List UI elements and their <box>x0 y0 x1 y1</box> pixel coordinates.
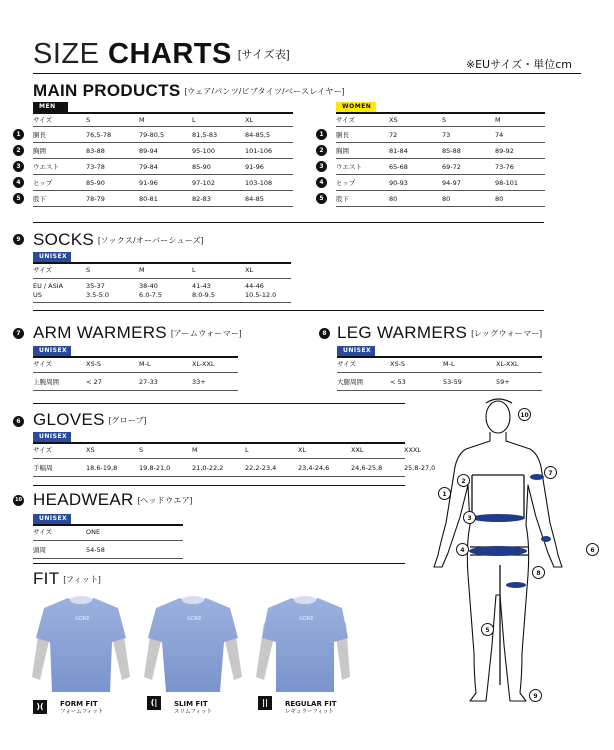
slim-fit-icon: (| <box>147 696 161 710</box>
body-marker-10: 10 <box>518 408 531 421</box>
table-cell: 22,2-23,4 <box>245 464 277 472</box>
table-header-cell: S <box>442 116 447 124</box>
table-cell: 大腿周囲 <box>337 378 363 386</box>
table-cell: 79-80,5 <box>139 131 165 139</box>
table-cell: 79-84 <box>139 163 158 171</box>
table-header-cell: M-L <box>139 360 151 368</box>
fit-shirts-illustration <box>30 592 350 697</box>
table-cell: 胸囲 <box>33 147 46 155</box>
page-title: SIZE CHARTS [サイズ表] <box>33 38 291 70</box>
body-marker-9: 9 <box>529 689 542 702</box>
table-cell: 胸囲 <box>336 147 349 155</box>
table-cell: 72 <box>389 131 398 139</box>
table-cell: 91-96 <box>139 179 158 187</box>
table-rule <box>33 126 293 127</box>
table-header-cell: XXL <box>351 446 364 454</box>
table-cell: 59+ <box>496 378 510 386</box>
table-header-cell: XS <box>86 446 95 454</box>
table-header-cell: XL <box>245 266 254 274</box>
socks-title: SOCKS [ソックス/オーバーシューズ] <box>33 230 204 249</box>
table-rule <box>33 190 293 191</box>
table-cell: ヒップ <box>33 179 53 187</box>
table-rule <box>33 278 291 279</box>
marker-6: 6 <box>13 416 24 427</box>
table-cell: 84-85,5 <box>245 131 271 139</box>
body-measurement-figure <box>420 395 610 710</box>
table-header-cell: サイズ <box>336 116 355 124</box>
table-header-cell: XS <box>389 116 398 124</box>
arm-warmers-title: ARM WARMERS [アームウォーマー] <box>33 323 242 342</box>
table-cell: 95-100 <box>192 147 216 155</box>
table-rule <box>336 142 545 143</box>
table-cell: ウエスト <box>33 163 59 171</box>
table-cell: US <box>33 291 42 299</box>
table-cell: 手幅周 <box>33 464 53 472</box>
row-marker-4: 4 <box>13 177 24 188</box>
table-header-cell: S <box>86 266 91 274</box>
table-header-cell: XS-S <box>86 360 102 368</box>
table-header-cell: XXXL <box>404 446 421 454</box>
table-rule <box>336 126 545 127</box>
leg-warmers-title: LEG WARMERS [レッグウォーマー] <box>337 323 543 342</box>
socks-unisex-tag: UNISEX <box>33 252 71 262</box>
table-cell: 18.6-19,8 <box>86 464 118 472</box>
table-header-cell: サイズ <box>33 116 52 124</box>
table-cell: 83-88 <box>86 147 105 155</box>
table-cell: 33+ <box>192 378 206 386</box>
row-marker-5: 5 <box>316 193 327 204</box>
table-cell: 78-79 <box>86 195 105 203</box>
table-cell: 3.5-5.0 <box>86 291 110 299</box>
table-rule <box>337 390 542 391</box>
body-marker-6: 6 <box>586 543 599 556</box>
row-marker-4: 4 <box>316 177 327 188</box>
arm-unisex-tag: UNISEX <box>33 346 71 356</box>
table-cell: 103-108 <box>245 179 273 187</box>
table-rule <box>33 390 238 391</box>
table-cell: 90-93 <box>389 179 408 187</box>
table-cell: 27-33 <box>139 378 158 386</box>
table-header-cell: M <box>192 446 198 454</box>
unit-note: ※EUサイズ・単位cm <box>465 58 572 71</box>
table-rule <box>336 112 545 114</box>
row-marker-5: 5 <box>13 193 24 204</box>
table-rule <box>33 206 293 207</box>
table-header-cell: XL-XXL <box>496 360 519 368</box>
leg-unisex-tag: UNISEX <box>337 346 375 356</box>
marker-10: 10 <box>13 495 24 506</box>
table-header-cell: ONE <box>86 528 101 536</box>
table-rule <box>33 442 405 444</box>
table-header-cell: XL-XXL <box>192 360 215 368</box>
table-header-cell: サイズ <box>33 446 52 454</box>
table-header-cell: M <box>139 266 145 274</box>
table-cell: 73-78 <box>86 163 105 171</box>
table-cell: 97-102 <box>192 179 216 187</box>
table-cell: 19,8-21,0 <box>139 464 171 472</box>
men-tag: MEN <box>33 102 68 112</box>
table-cell: 胴長 <box>33 131 46 139</box>
table-cell: 85-90 <box>192 163 211 171</box>
table-header-cell: S <box>139 446 144 454</box>
table-cell: 81-84 <box>389 147 408 155</box>
table-cell: 89-94 <box>139 147 158 155</box>
regular-fit-icon: || <box>258 696 272 710</box>
marker-8: 8 <box>319 328 330 339</box>
row-marker-2: 2 <box>13 145 24 156</box>
row-marker-3: 3 <box>316 161 327 172</box>
table-cell: 25,8-27,0 <box>404 464 436 472</box>
table-rule <box>336 206 545 207</box>
table-cell: 35-37 <box>86 282 105 290</box>
fit-title: FIT [フィット] <box>33 569 102 588</box>
table-header-cell: サイズ <box>33 266 52 274</box>
table-rule <box>33 112 293 114</box>
table-header-cell: XL <box>298 446 307 454</box>
body-marker-7: 7 <box>544 466 557 479</box>
table-cell: 76,5-78 <box>86 131 112 139</box>
table-cell: 98-101 <box>495 179 519 187</box>
table-cell: 80-81 <box>139 195 158 203</box>
table-cell: EU / ASIA <box>33 282 64 290</box>
body-marker-2: 2 <box>457 474 470 487</box>
table-cell: 74 <box>495 131 504 139</box>
divider <box>33 485 405 486</box>
table-rule <box>33 524 183 526</box>
table-cell: 91-96 <box>245 163 264 171</box>
table-cell: 股下 <box>33 195 46 203</box>
table-cell: 82-83 <box>192 195 211 203</box>
table-rule <box>336 174 545 175</box>
table-cell: 80 <box>442 195 451 203</box>
table-cell: 21,0-22,2 <box>192 464 224 472</box>
table-cell: < 53 <box>390 378 406 386</box>
table-rule <box>33 372 238 373</box>
table-header-cell: L <box>192 116 196 124</box>
table-cell: 胴長 <box>336 131 349 139</box>
table-header-cell: XL <box>245 116 254 124</box>
table-rule <box>33 540 183 541</box>
table-rule <box>337 372 542 373</box>
table-cell: 80 <box>495 195 504 203</box>
table-rule <box>33 142 293 143</box>
divider <box>33 310 544 311</box>
table-cell: 80 <box>389 195 398 203</box>
table-rule <box>33 262 291 264</box>
headwear-title: HEADWEAR [ヘッドウエア] <box>33 490 193 509</box>
table-cell: < 27 <box>86 378 102 386</box>
table-header-cell: サイズ <box>33 528 52 536</box>
table-cell: 38-40 <box>139 282 158 290</box>
table-cell: 頭周 <box>33 546 46 554</box>
divider <box>33 563 405 564</box>
table-cell: 54-58 <box>86 546 105 554</box>
body-marker-8: 8 <box>532 566 545 579</box>
body-marker-4: 4 <box>456 543 469 556</box>
table-header-cell: XS-S <box>390 360 406 368</box>
row-marker-1: 1 <box>13 129 24 140</box>
table-cell: 69-72 <box>442 163 461 171</box>
table-cell: 89-92 <box>495 147 514 155</box>
gloves-title: GLOVES [グローブ] <box>33 410 147 429</box>
table-rule <box>337 356 542 358</box>
table-rule <box>336 190 545 191</box>
table-header-cell: S <box>86 116 91 124</box>
form-fit-label: FORM FIT フォームフィット <box>60 700 104 715</box>
regular-fit-label: REGULAR FIT レギュラーフィット <box>285 700 337 715</box>
table-rule <box>33 174 293 175</box>
table-cell: 上腕周囲 <box>33 378 59 386</box>
row-marker-2: 2 <box>316 145 327 156</box>
body-marker-5: 5 <box>481 623 494 636</box>
table-cell: 24,6-25,8 <box>351 464 383 472</box>
table-cell: 94-97 <box>442 179 461 187</box>
table-header-cell: L <box>192 266 196 274</box>
fit-logo: GORE <box>187 616 202 622</box>
table-cell: 85-88 <box>442 147 461 155</box>
table-header-cell: サイズ <box>33 360 52 368</box>
table-rule <box>33 476 405 477</box>
table-cell: 85-90 <box>86 179 105 187</box>
body-marker-3: 3 <box>463 511 476 524</box>
table-cell: ヒップ <box>336 179 356 187</box>
headwear-unisex-tag: UNISEX <box>33 514 71 524</box>
table-cell: 73 <box>442 131 451 139</box>
table-cell: ウエスト <box>336 163 362 171</box>
divider <box>33 222 544 223</box>
divider <box>33 403 405 404</box>
slim-fit-label: SLIM FIT スリムフィット <box>174 700 213 715</box>
table-rule <box>33 558 183 559</box>
table-cell: 84-85 <box>245 195 264 203</box>
table-cell: 73-76 <box>495 163 514 171</box>
table-rule <box>33 458 405 459</box>
main-products-title: MAIN PRODUCTS [ウェア/パンツ/ビブタイツ/ベースレイヤー] <box>33 81 345 100</box>
body-marker-1: 1 <box>438 487 451 500</box>
table-cell: 81,5-83 <box>192 131 218 139</box>
table-rule <box>33 356 238 358</box>
table-cell: 65-68 <box>389 163 408 171</box>
table-cell: 23,4-24,6 <box>298 464 330 472</box>
table-header-cell: M-L <box>443 360 455 368</box>
form-fit-icon: )( <box>33 700 47 714</box>
table-rule <box>336 158 545 159</box>
marker-7: 7 <box>13 328 24 339</box>
marker-9: 9 <box>13 234 24 245</box>
table-cell: 41-43 <box>192 282 211 290</box>
row-marker-1: 1 <box>316 129 327 140</box>
table-header-cell: L <box>245 446 249 454</box>
divider <box>33 73 581 74</box>
fit-logo: GORE <box>299 616 314 622</box>
table-cell: 44-46 <box>245 282 264 290</box>
row-marker-3: 3 <box>13 161 24 172</box>
table-cell: 53-59 <box>443 378 462 386</box>
table-cell: 101-106 <box>245 147 273 155</box>
table-cell: 10.5-12.0 <box>245 291 277 299</box>
table-header-cell: M <box>139 116 145 124</box>
table-rule <box>33 158 293 159</box>
table-header-cell: M <box>495 116 501 124</box>
table-cell: 6.0-7.5 <box>139 291 163 299</box>
table-header-cell: サイズ <box>337 360 356 368</box>
women-tag: WOMEN <box>336 102 376 112</box>
fit-logo: GORE <box>75 616 90 622</box>
gloves-unisex-tag: UNISEX <box>33 432 71 442</box>
table-cell: 股下 <box>336 195 349 203</box>
table-cell: 8.0-9.5 <box>192 291 216 299</box>
table-rule <box>33 302 291 303</box>
